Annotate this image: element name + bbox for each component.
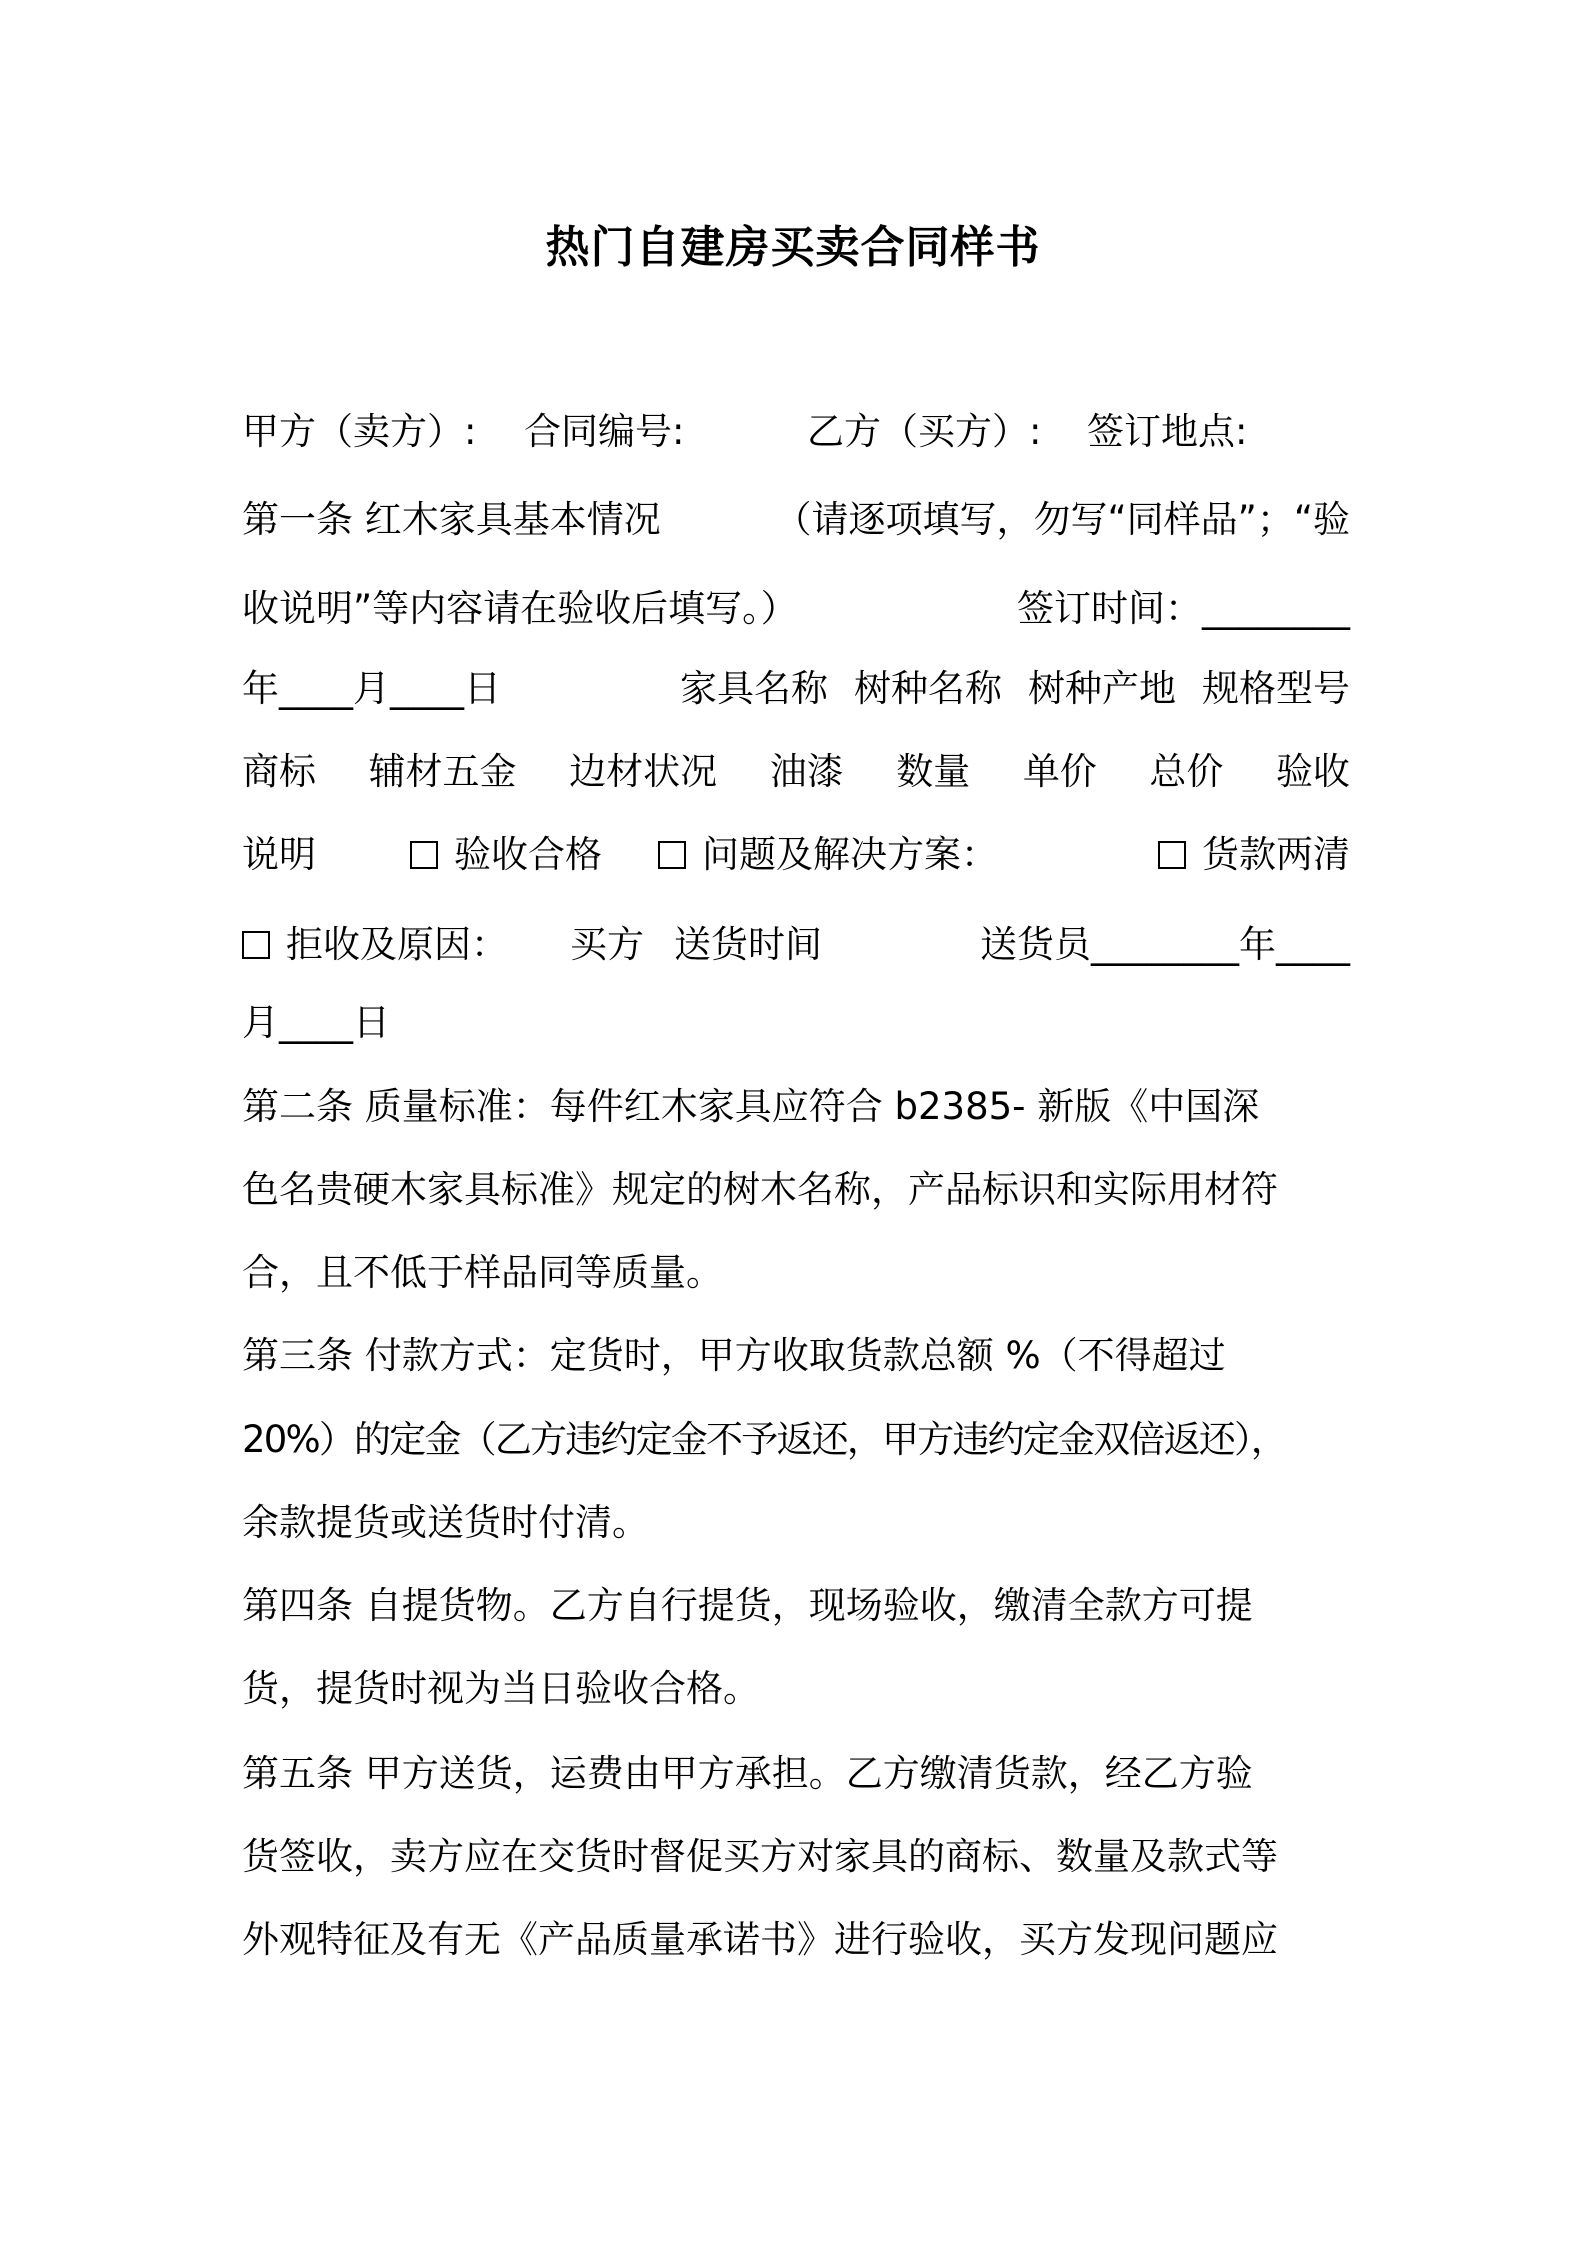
article2-text: 色名贵硬木家具标准》规定的树木名称，产品标识和实际用材符: [242, 1168, 1278, 1211]
article4-line1: [242, 1574, 1350, 1638]
checkbox-rejected-label: 拒收及原因：: [286, 923, 508, 966]
article3-line2: [242, 1408, 1350, 1472]
article1-line5: [242, 823, 1350, 887]
article3-text: 第三条 付款方式：定货时，甲方收取货款总额 %（不得超过: [242, 1334, 1226, 1377]
contract-number-label: 合同编号:: [524, 410, 685, 453]
furniture-columns-a: [680, 657, 1350, 721]
column-hardware: 辅材五金: [368, 750, 517, 793]
courier-label: 送货员________年____: [980, 923, 1350, 966]
column-acceptance: 验收: [1275, 750, 1350, 793]
article2-line2: [242, 1158, 1350, 1222]
checkbox-payment-settled[interactable]: [1158, 823, 1350, 887]
article4-text: 货，提货时视为当日验收合格。: [242, 1667, 760, 1710]
article3-text: 余款提货或送货时付清。: [242, 1501, 649, 1544]
article5-line2: [242, 1825, 1350, 1889]
column-spec-model: 规格型号: [1202, 667, 1350, 710]
checkbox-problem-solution[interactable]: [658, 823, 998, 887]
checkbox-icon: [410, 841, 438, 869]
article1-line3: [242, 657, 1350, 721]
article2-text: 合，且不低于样品同等质量。: [242, 1251, 723, 1294]
article2-line3: [242, 1241, 1350, 1305]
article4-line2: [242, 1657, 1350, 1721]
buyer-signature-label: 买方: [570, 923, 644, 966]
article5-text: 外观特征及有无《产品质量承诺书》进行验收，买方发现问题应: [242, 1918, 1278, 1961]
article1-line1: [242, 488, 1350, 552]
document-title: 热门自建房买卖合同样书: [545, 222, 1041, 273]
article1-heading: 第一条 红木家具基本情况: [242, 498, 661, 541]
article1-line6: [242, 913, 1350, 977]
column-total-price: 总价: [1149, 750, 1224, 793]
column-paint: 油漆: [769, 750, 844, 793]
article5-text: 货签收，卖方应在交货时督促买方对家具的商标、数量及款式等: [242, 1835, 1278, 1878]
column-description: 说明: [242, 833, 316, 876]
sign-time-label: 签订时间：________: [1017, 587, 1350, 630]
sign-place-label: 签订地点:: [1087, 410, 1248, 453]
article4-text: 第四条 自提货物。乙方自行提货，现场验收，缴清全款方可提: [242, 1584, 1253, 1627]
column-wood-species: 树种名称: [854, 667, 1002, 710]
article1-line7: [242, 991, 1350, 1055]
article5-line3: [242, 1908, 1350, 1972]
article1-line2: [242, 577, 1350, 641]
column-quantity: 数量: [896, 750, 971, 793]
article3-text: 20%）的定金（乙方违约定金不予返还，甲方违约定金双倍返还），: [242, 1418, 1286, 1461]
sign-date-blank: 年____月____日: [242, 667, 501, 710]
article5-line1: [242, 1742, 1350, 1806]
checkbox-icon: [1158, 841, 1186, 869]
checkbox-problem-label: 问题及解决方案：: [702, 833, 998, 876]
delivery-time-label: 送货时间: [674, 923, 822, 966]
buyer-label: 乙方（买方）:: [807, 410, 1042, 453]
checkbox-rejected[interactable]: [242, 913, 508, 977]
article2-line1: [242, 1075, 1350, 1139]
column-furniture-name: 家具名称: [680, 667, 828, 710]
column-trademark: 商标: [242, 750, 316, 793]
article1-line4: [242, 740, 1350, 804]
seller-label: 甲方（卖方）:: [242, 410, 477, 453]
checkbox-icon: [242, 931, 270, 959]
delivery-date-blank: 月____日: [242, 1001, 390, 1044]
article3-line1: [242, 1324, 1350, 1388]
column-unit-price: 单价: [1022, 750, 1097, 793]
article1-note-cont: 收说明”等内容请在验收后填写。）: [242, 587, 798, 630]
column-wood-origin: 树种产地: [1028, 667, 1176, 710]
checkbox-accepted-label: 验收合格: [454, 833, 602, 876]
article1-note: （请逐项填写，勿写“同样品”；“验: [774, 498, 1350, 541]
checkbox-settled-label: 货款两清: [1202, 833, 1350, 876]
parties-line: [242, 400, 1350, 464]
column-sapwood: 边材状况: [569, 750, 718, 793]
article2-text: 第二条 质量标准：每件红木家具应符合 b2385- 新版《中国深: [242, 1085, 1260, 1128]
article3-line3: [242, 1491, 1350, 1555]
checkbox-accepted[interactable]: [410, 823, 602, 887]
article5-text: 第五条 甲方送货，运费由甲方承担。乙方缴清货款，经乙方验: [242, 1752, 1253, 1795]
checkbox-icon: [658, 841, 686, 869]
